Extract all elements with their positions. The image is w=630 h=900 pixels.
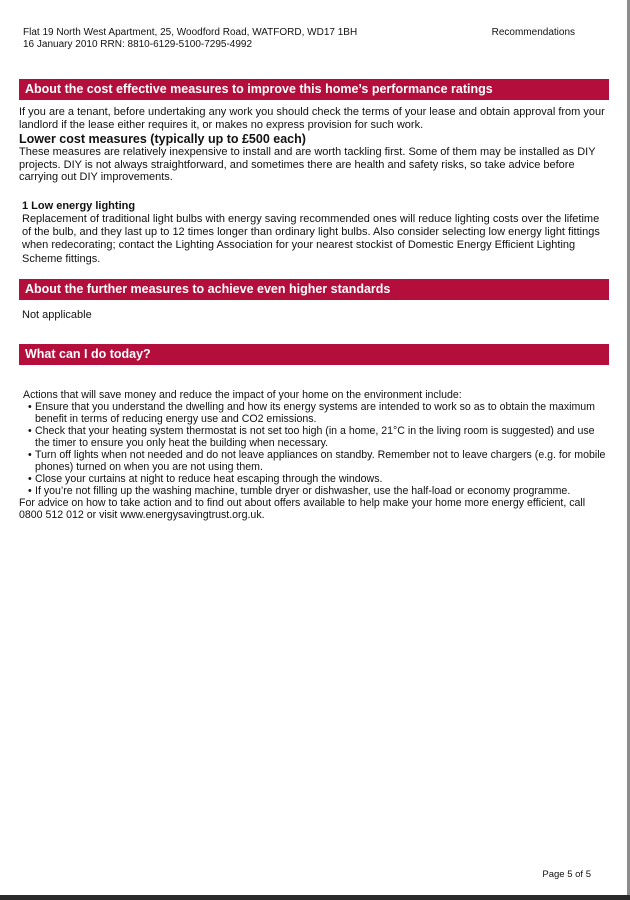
header-section-label: Recommendations	[491, 27, 575, 38]
what-can-i-do-heading: What can I do today?	[19, 344, 609, 365]
list-item: • Check that your heating system thermostat is not set too high (in a home, 21°C in the living room is suggested) and use the timer to ensure you only heat the building when necessary.	[19, 425, 609, 449]
lower-cost-heading: Lower cost measures (typically up to £500 each)	[19, 132, 306, 147]
measure-text: Replacement of traditional light bulbs with energy saving recommended ones will reduce lighting costs over the lifetime of the bulb, and they last up to 12 times longer than ordinary light bulbs. Also consider selecting low energy light fittings when redecorating; contact the Lighting Association for your nearest stockist of Domestic Energy Efficient Lighting Scheme fittings.	[22, 212, 600, 265]
header-date-rrn: 16 January 2010 RRN: 8810-6129-5100-7295-4992	[23, 38, 253, 50]
advice-text: For advice on how to take action and to find out about offers available to help make your home more energy efficient, call 0800 512 012 or visit www.energysavingtrust.org.uk.	[19, 497, 586, 522]
document-page	[19, 27, 609, 521]
further-measures-heading: About the further measures to achieve even higher standards	[19, 279, 609, 300]
header-address-block	[23, 27, 357, 50]
header-address: Flat 19 North West Apartment, 25, Woodford Road, WATFORD, WD17 1BH	[23, 27, 358, 38]
page-number: Page 5 of 5	[542, 869, 591, 880]
further-measures-text: Not applicable	[22, 308, 92, 321]
measure-title: 1 Low energy lighting	[22, 199, 136, 212]
lower-cost-text: These measures are relatively inexpensive to install and are worth tackling first. Some of them may be installed as DIY projects. DIY is not always straightforward, and sometimes there are health and safety risks, so take advice before carrying out DIY improvements.	[19, 146, 596, 184]
cost-effective-heading: About the cost effective measures to improve this home’s performance ratings	[19, 79, 609, 100]
page-bottom-edge	[0, 895, 630, 900]
list-item: • Ensure that you understand the dwelling and how its energy systems are intended to work so as to obtain the maximum benefit in terms of reducing energy use and CO2 emissions.	[19, 401, 609, 425]
actions-intro: Actions that will save money and reduce the impact of your home on the environment include:	[23, 389, 462, 402]
tenant-note: If you are a tenant, before undertaking any work you should check the terms of your lease and obtain approval from your landlord if the lease either requires it, or makes no express provision for such work.	[19, 106, 605, 131]
list-item: • Turn off lights when not needed and do not leave appliances on standby. Remember not to leave chargers (e.g. for mobile phones) turned on when you are not using them.	[19, 449, 609, 473]
actions-list	[19, 401, 609, 497]
list-item: • If you’re not filling up the washing machine, tumble dryer or dishwasher, use the half-load or economy programme.	[19, 485, 609, 497]
list-item: • Close your curtains at night to reduce heat escaping through the windows.	[19, 473, 609, 485]
page-header	[19, 27, 609, 53]
